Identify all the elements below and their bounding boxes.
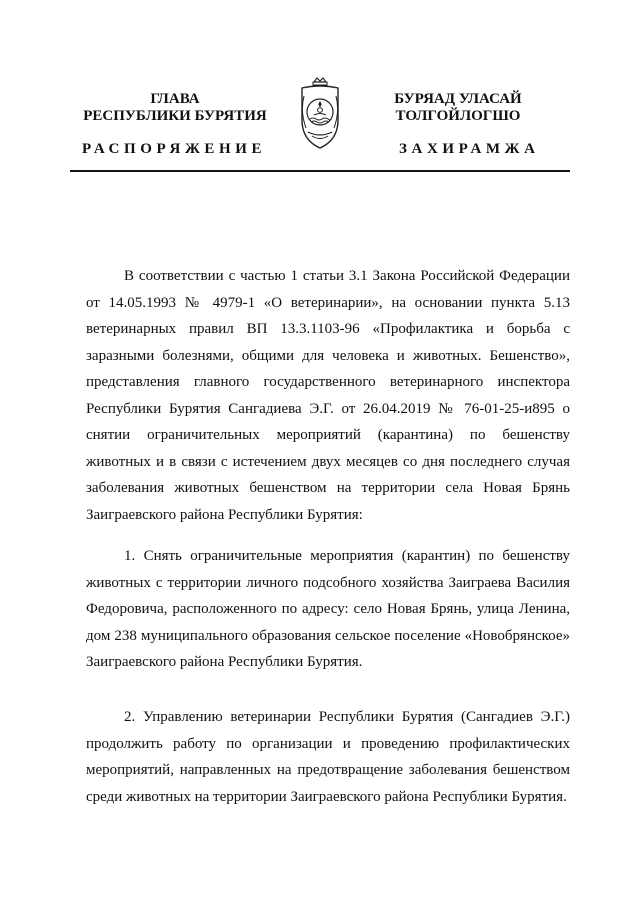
doc-type-left: РАСПОРЯЖЕНИЕ	[82, 141, 267, 157]
coat-of-arms-icon	[294, 76, 346, 152]
header-divider	[70, 170, 570, 172]
header-left-line1: ГЛАВА	[150, 91, 200, 107]
header-right-line1: БУРЯАД УЛАСАЙ	[394, 91, 522, 107]
doc-type-right: ЗАХИРАМЖА	[399, 141, 540, 157]
header-right-title	[378, 91, 538, 125]
header-left-title	[80, 91, 270, 125]
item-1-paragraph: 1. Снять ограничительные мероприятия (карантин) по бешенству животных с территории личного подсобного хозяйства Заиграева Василия Федоровича, расположенного по адресу: село Новая Брянь, улица Ленина, дом 238 муниципального образования сельское поселение «Новобрянское» Заиграевского района Республики Бурятия.	[86, 548, 570, 670]
header-left-line2: РЕСПУБЛИКИ БУРЯТИЯ	[83, 108, 267, 124]
header-right-line2: ТОЛГОЙЛОГШО	[395, 108, 521, 124]
preamble-paragraph: В соответствии с частью 1 статьи 3.1 Закона Российской Федерации от 14.05.1993 № 4979-1 «О ветеринарии», на основании пункта 5.13 ветеринарных правил ВП 13.3.1103-96 «Профилактика и борьба с заразными болезнями, общими для человека и животных. Бешенство», представления главного государственного ветеринарного инспектора Республики Бурятия Сангадиева Э.Г. от 26.04.2019 № 76-01-25-и895 о снятии ограничительных мероприятий (карантина) по бешенству животных и в связи с истечением двух месяцев со дня последнего случая заболевания животных бешенством на территории села Новая Брянь Заиграевского района Республики Бурятия:	[86, 268, 570, 523]
item-2-paragraph: 2. Управлению ветеринарии Республики Бурятия (Сангадиев Э.Г.) продолжить работу по организации и проведению профилактических мероприятий, направленных на предотвращение заболевания бешенством среди животных на территории Заиграевского района Республики Бурятия.	[86, 709, 570, 805]
